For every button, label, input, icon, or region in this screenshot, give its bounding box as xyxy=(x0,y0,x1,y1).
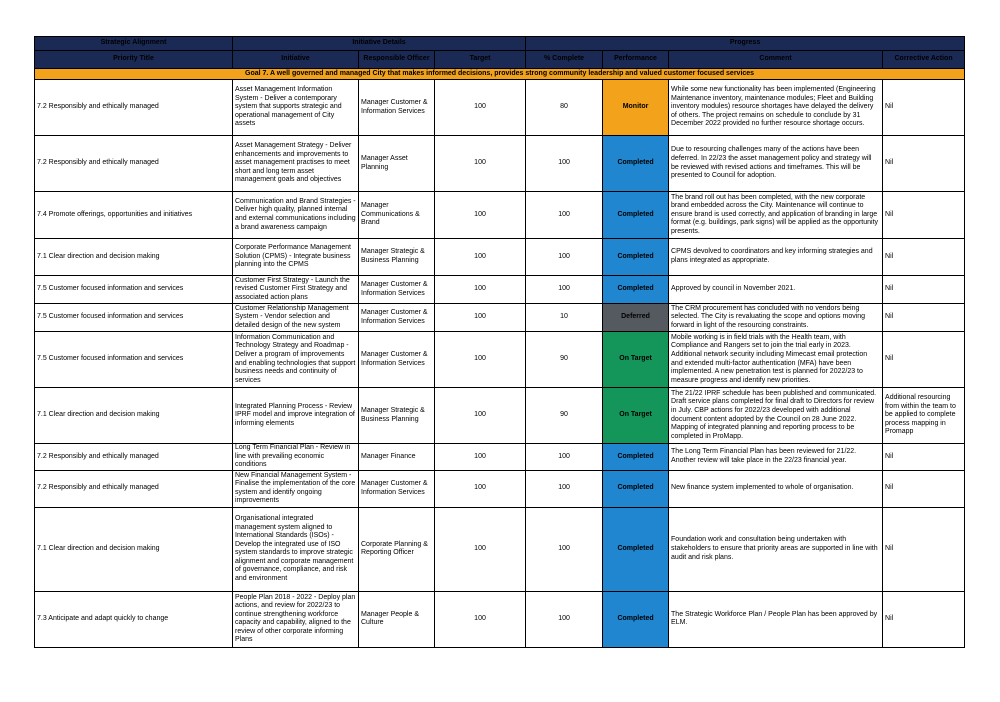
initiative-cell: Long Term Financial Plan - Review in line with prevailing economic conditions xyxy=(233,444,359,471)
target-cell: 100 xyxy=(435,591,526,647)
corrective-action-cell: Nil xyxy=(883,276,965,304)
corrective-action-cell: Nil xyxy=(883,304,965,332)
comment-cell: The CRM procurement has concluded with no vendors being selected. The City is revaluating the scope and options moving forward in light of the resourcing constraints. xyxy=(669,304,883,332)
officer-cell: Manager Communications & Brand xyxy=(359,192,435,239)
officer-cell: Manager Strategic & Business Planning xyxy=(359,388,435,444)
priority-cell: 7.5 Customer focused information and services xyxy=(35,276,233,304)
target-cell: 100 xyxy=(435,304,526,332)
corrective-action-cell: Nil xyxy=(883,332,965,388)
complete-cell: 90 xyxy=(526,332,603,388)
col-corrective-action: Corrective Action xyxy=(883,51,965,69)
target-cell: 100 xyxy=(435,470,526,507)
performance-badge: Completed xyxy=(603,276,669,304)
priority-cell: 7.2 Responsibly and ethically managed xyxy=(35,470,233,507)
performance-badge: Completed xyxy=(603,591,669,647)
col-target: Target xyxy=(435,51,526,69)
performance-badge: Completed xyxy=(603,136,669,192)
target-cell: 100 xyxy=(435,507,526,591)
officer-cell: Corporate Planning & Reporting Officer xyxy=(359,507,435,591)
target-cell: 100 xyxy=(435,276,526,304)
priority-cell: 7.1 Clear direction and decision making xyxy=(35,388,233,444)
corrective-action-cell: Nil xyxy=(883,444,965,471)
table-row xyxy=(35,239,965,276)
performance-badge: Completed xyxy=(603,444,669,471)
col-priority-title: Priority Title xyxy=(35,51,233,69)
complete-cell: 100 xyxy=(526,444,603,471)
progress-report-table xyxy=(34,36,965,648)
goal-banner: Goal 7. A well governed and managed City that makes informed decisions, provides strong community leadership and valued customer focused services xyxy=(35,69,965,80)
priority-cell: 7.2 Responsibly and ethically managed xyxy=(35,80,233,136)
comment-cell: While some new functionality has been implemented (Engineering Maintenance inventory, maintenance modules; Fleet and Building inventory modules) resource shortages have delayed the delivery of others. The project remains on schedule to conclude by 31 December 2022 provided no further resource shortage occurs. xyxy=(669,80,883,136)
priority-cell: 7.4 Promote offerings, opportunities and initiatives xyxy=(35,192,233,239)
table-row xyxy=(35,388,965,444)
comment-cell: The brand roll out has been completed, with the new corporate brand embedded across the City. Maintenance will continue to ensure brand is used correctly, and application of branding in large format (e.g. buildings, park signs) will be applied as the opportunity presents. xyxy=(669,192,883,239)
priority-cell: 7.2 Responsibly and ethically managed xyxy=(35,136,233,192)
initiative-cell: Organisational integrated management system aligned to International Standards (ISOs) - Develop the integrated use of ISO system standards to improve strategic alignment and corporate management of governance, compliance, and risk and environment xyxy=(233,507,359,591)
complete-cell: 100 xyxy=(526,507,603,591)
complete-cell: 100 xyxy=(526,470,603,507)
complete-cell: 80 xyxy=(526,80,603,136)
performance-badge: Deferred xyxy=(603,304,669,332)
performance-badge: On Target xyxy=(603,388,669,444)
col-responsible-officer: Responsible Officer xyxy=(359,51,435,69)
priority-cell: 7.5 Customer focused information and services xyxy=(35,304,233,332)
officer-cell: Manager Customer & Information Services xyxy=(359,470,435,507)
corrective-action-cell: Nil xyxy=(883,136,965,192)
corrective-action-cell: Nil xyxy=(883,470,965,507)
performance-badge: Completed xyxy=(603,239,669,276)
initiative-cell: Customer First Strategy - Launch the revised Customer First Strategy and associated action plans xyxy=(233,276,359,304)
comment-cell: New finance system implemented to whole of organisation. xyxy=(669,470,883,507)
complete-cell: 100 xyxy=(526,192,603,239)
officer-cell: Manager Customer & Information Services xyxy=(359,332,435,388)
officer-cell: Manager Asset Planning xyxy=(359,136,435,192)
officer-cell: Manager Finance xyxy=(359,444,435,471)
officer-cell: Manager Customer & Information Services xyxy=(359,276,435,304)
initiative-cell: Asset Management Information System - Deliver a contemporary system that supports strategic and operational management of City assets xyxy=(233,80,359,136)
priority-cell: 7.5 Customer focused information and services xyxy=(35,332,233,388)
initiative-cell: Information Communication and Technology Strategy and Roadmap - Deliver a program of improvements and enabling technologies that support business needs and continuity of services xyxy=(233,332,359,388)
table-row xyxy=(35,470,965,507)
target-cell: 100 xyxy=(435,192,526,239)
group-initiative-details: Initiative Details xyxy=(233,37,526,51)
table-row xyxy=(35,136,965,192)
group-strategic-alignment: Strategic Alignment xyxy=(35,37,233,51)
priority-cell: 7.3 Anticipate and adapt quickly to change xyxy=(35,591,233,647)
complete-cell: 100 xyxy=(526,591,603,647)
target-cell: 100 xyxy=(435,239,526,276)
performance-badge: Completed xyxy=(603,192,669,239)
corrective-action-cell: Nil xyxy=(883,507,965,591)
initiative-cell: Asset Management Strategy - Deliver enhancements and improvements to asset management practises to meet short and long term asset management goals and objectives xyxy=(233,136,359,192)
priority-cell: 7.1 Clear direction and decision making xyxy=(35,239,233,276)
performance-badge: Completed xyxy=(603,470,669,507)
table-row xyxy=(35,80,965,136)
complete-cell: 100 xyxy=(526,136,603,192)
group-progress: Progress xyxy=(526,37,965,51)
complete-cell: 100 xyxy=(526,239,603,276)
officer-cell: Manager People & Culture xyxy=(359,591,435,647)
priority-cell: 7.2 Responsibly and ethically managed xyxy=(35,444,233,471)
target-cell: 100 xyxy=(435,80,526,136)
comment-cell: CPMS devolved to coordinators and key informing strategies and plans integrated as appropriate. xyxy=(669,239,883,276)
officer-cell: Manager Customer & Information Services xyxy=(359,304,435,332)
complete-cell: 90 xyxy=(526,388,603,444)
comment-cell: Mobile working is in field trials with the Health team, with Compliance and Rangers set to join the trial early in 2023. Additional network security including Mimecast email protection and extended multi-factor authentication (MFA) have been implemented. A new penetration test is planned for 2022/23 to measure progress and identify new priorities. xyxy=(669,332,883,388)
comment-cell: Foundation work and consultation being undertaken with stakeholders to ensure that priority areas are supported in line with audit and risk plans. xyxy=(669,507,883,591)
corrective-action-cell: Nil xyxy=(883,80,965,136)
table-row xyxy=(35,276,965,304)
table-row xyxy=(35,192,965,239)
target-cell: 100 xyxy=(435,136,526,192)
target-cell: 100 xyxy=(435,388,526,444)
table-row xyxy=(35,332,965,388)
comment-cell: Due to resourcing challenges many of the actions have been deferred. In 22/23 the asset management policy and strategy will be reviewed with revised actions and timeframes. This will be presented to Council for adoption. xyxy=(669,136,883,192)
col-percent-complete: % Complete xyxy=(526,51,603,69)
corrective-action-cell: Nil xyxy=(883,192,965,239)
complete-cell: 10 xyxy=(526,304,603,332)
table-row xyxy=(35,444,965,471)
col-performance: Performance xyxy=(603,51,669,69)
comment-cell: The 21/22 IPRF schedule has been published and communicated. Draft service plans completed for final draft to Directors for review in July. CBP actions for 2022/23 developed with additional document content adopted by the Council on 28 June 2022. Mapping of integrated planning and reporting process to be completed in ProMapp. xyxy=(669,388,883,444)
target-cell: 100 xyxy=(435,332,526,388)
performance-badge: Monitor xyxy=(603,80,669,136)
initiative-cell: People Plan 2018 - 2022 - Deploy plan actions, and review for 2022/23 to continue strengthening workforce capacity and capability, aligned to the review of other corporate informing Plans xyxy=(233,591,359,647)
officer-cell: Manager Customer & Information Services xyxy=(359,80,435,136)
table-row xyxy=(35,591,965,647)
comment-cell: The Strategic Workforce Plan / People Plan has been approved by ELM. xyxy=(669,591,883,647)
complete-cell: 100 xyxy=(526,276,603,304)
corrective-action-cell: Nil xyxy=(883,239,965,276)
officer-cell: Manager Strategic & Business Planning xyxy=(359,239,435,276)
priority-cell: 7.1 Clear direction and decision making xyxy=(35,507,233,591)
initiative-cell: Corporate Performance Management Solution (CPMS) - Integrate business planning into the CPMS xyxy=(233,239,359,276)
corrective-action-cell: Additional resourcing from within the team to be applied to complete process mapping in Promapp xyxy=(883,388,965,444)
col-comment: Comment xyxy=(669,51,883,69)
initiative-cell: Customer Relationship Management System - Vendor selection and detailed design of the new system xyxy=(233,304,359,332)
table-row xyxy=(35,507,965,591)
initiative-cell: Communication and Brand Strategies - Deliver high quality, planned internal and external communications including a brand awareness campaign xyxy=(233,192,359,239)
col-initiative: Initiative xyxy=(233,51,359,69)
performance-badge: Completed xyxy=(603,507,669,591)
target-cell: 100 xyxy=(435,444,526,471)
table-row xyxy=(35,304,965,332)
corrective-action-cell: Nil xyxy=(883,591,965,647)
initiative-cell: New Financial Management System - Finalise the implementation of the core system and identify ongoing improvements xyxy=(233,470,359,507)
performance-badge: On Target xyxy=(603,332,669,388)
initiative-cell: Integrated Planning Process - Review IPRF model and improve integration of informing elements xyxy=(233,388,359,444)
comment-cell: Approved by council in November 2021. xyxy=(669,276,883,304)
comment-cell: The Long Term Financial Plan has been reviewed for 21/22. Another review will take place in the 22/23 financial year. xyxy=(669,444,883,471)
